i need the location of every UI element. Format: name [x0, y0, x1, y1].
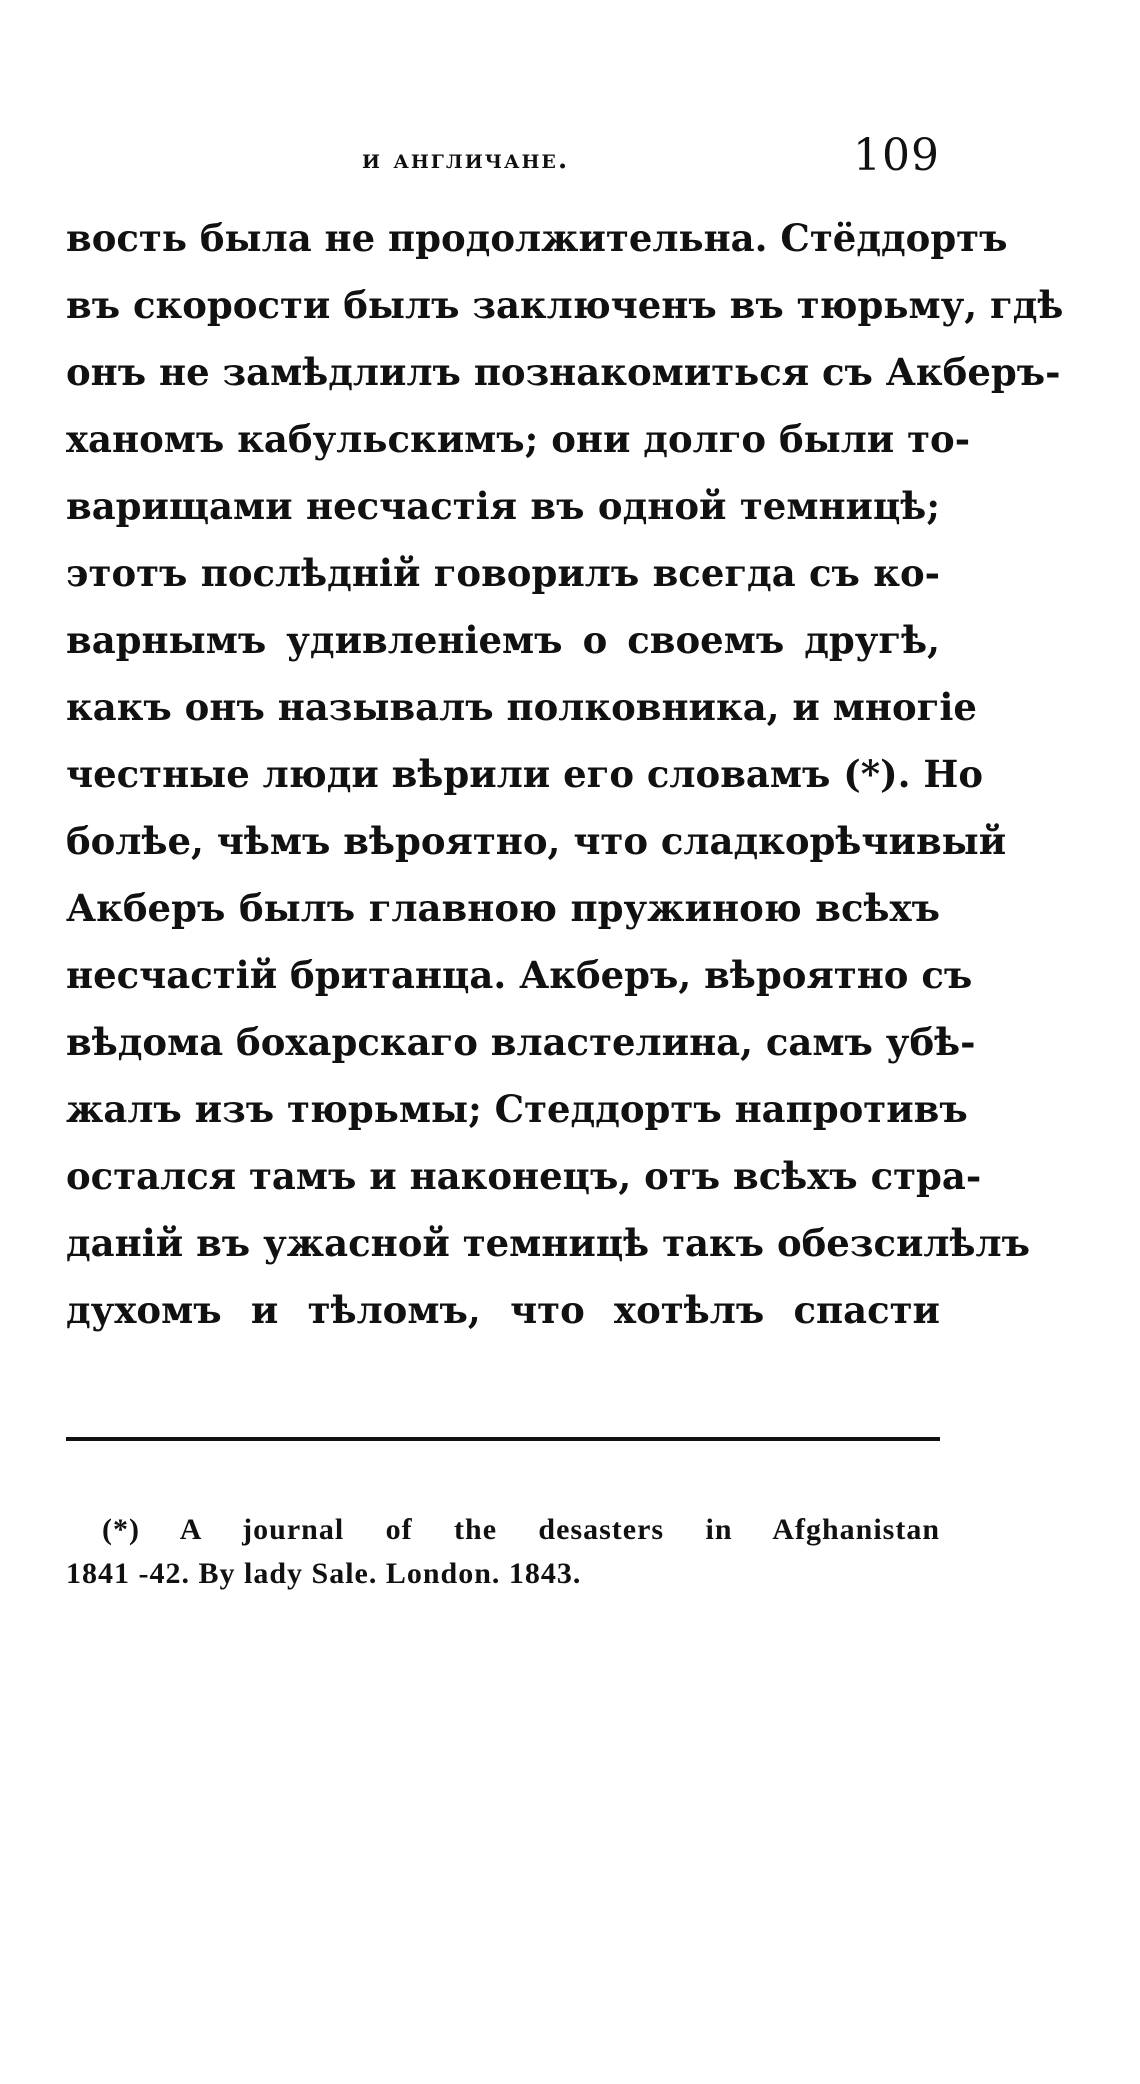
footnote: [66, 1508, 940, 1596]
text-line: несчастій британца. Акберъ, вѣроятно съ: [66, 953, 973, 997]
text-line: варнымъ удивленіемъ о своемъ другѣ,: [66, 618, 940, 662]
text-line: варищами несчастія въ одной темницѣ;: [66, 484, 940, 528]
text-line: ханомъ кабульскимъ; они долго были то-: [66, 417, 971, 461]
footnote-separator: [66, 1437, 940, 1441]
running-title: и англичане.: [362, 144, 570, 175]
text-line: честные люди вѣрили его словамъ (*). Но: [66, 752, 984, 796]
text-line: онъ не замѣдлилъ познакомиться съ Акберъ-: [66, 350, 1061, 394]
text-line: вѣдома бохарскаго властелина, самъ убѣ-: [66, 1020, 976, 1064]
text-line: этотъ послѣдній говорилъ всегда съ ко-: [66, 551, 940, 595]
footnote-line: 1841 -42. By lady Sale. London. 1843.: [66, 1557, 582, 1590]
text-line: жалъ изъ тюрьмы; Стеддортъ напротивъ: [66, 1087, 968, 1131]
text-line: Акберъ былъ главною пружиною всѣхъ: [66, 886, 940, 930]
text-line: даній въ ужасной темницѣ такъ обезсилѣлъ: [66, 1221, 1031, 1265]
text-line: болѣе, чѣмъ вѣроятно, что сладкорѣчивый: [66, 819, 1007, 863]
text-line: какъ онъ называлъ полковника, и многіе: [66, 685, 977, 729]
text-line: духомъ и тѣломъ, что хотѣлъ спасти: [66, 1288, 940, 1332]
body-text: [66, 205, 1064, 1344]
text-line: въ скорости былъ заключенъ въ тюрьму, гдѣ: [66, 283, 1064, 327]
page-number: 109: [853, 130, 940, 181]
text-line: вость была не продолжительна. Стёддортъ: [66, 216, 1008, 260]
text-line: остался тамъ и наконецъ, отъ всѣхъ стра-: [66, 1154, 982, 1198]
footnote-line: (*) A journal of the desasters in Afghanistan: [102, 1513, 940, 1546]
running-head: [66, 130, 940, 190]
